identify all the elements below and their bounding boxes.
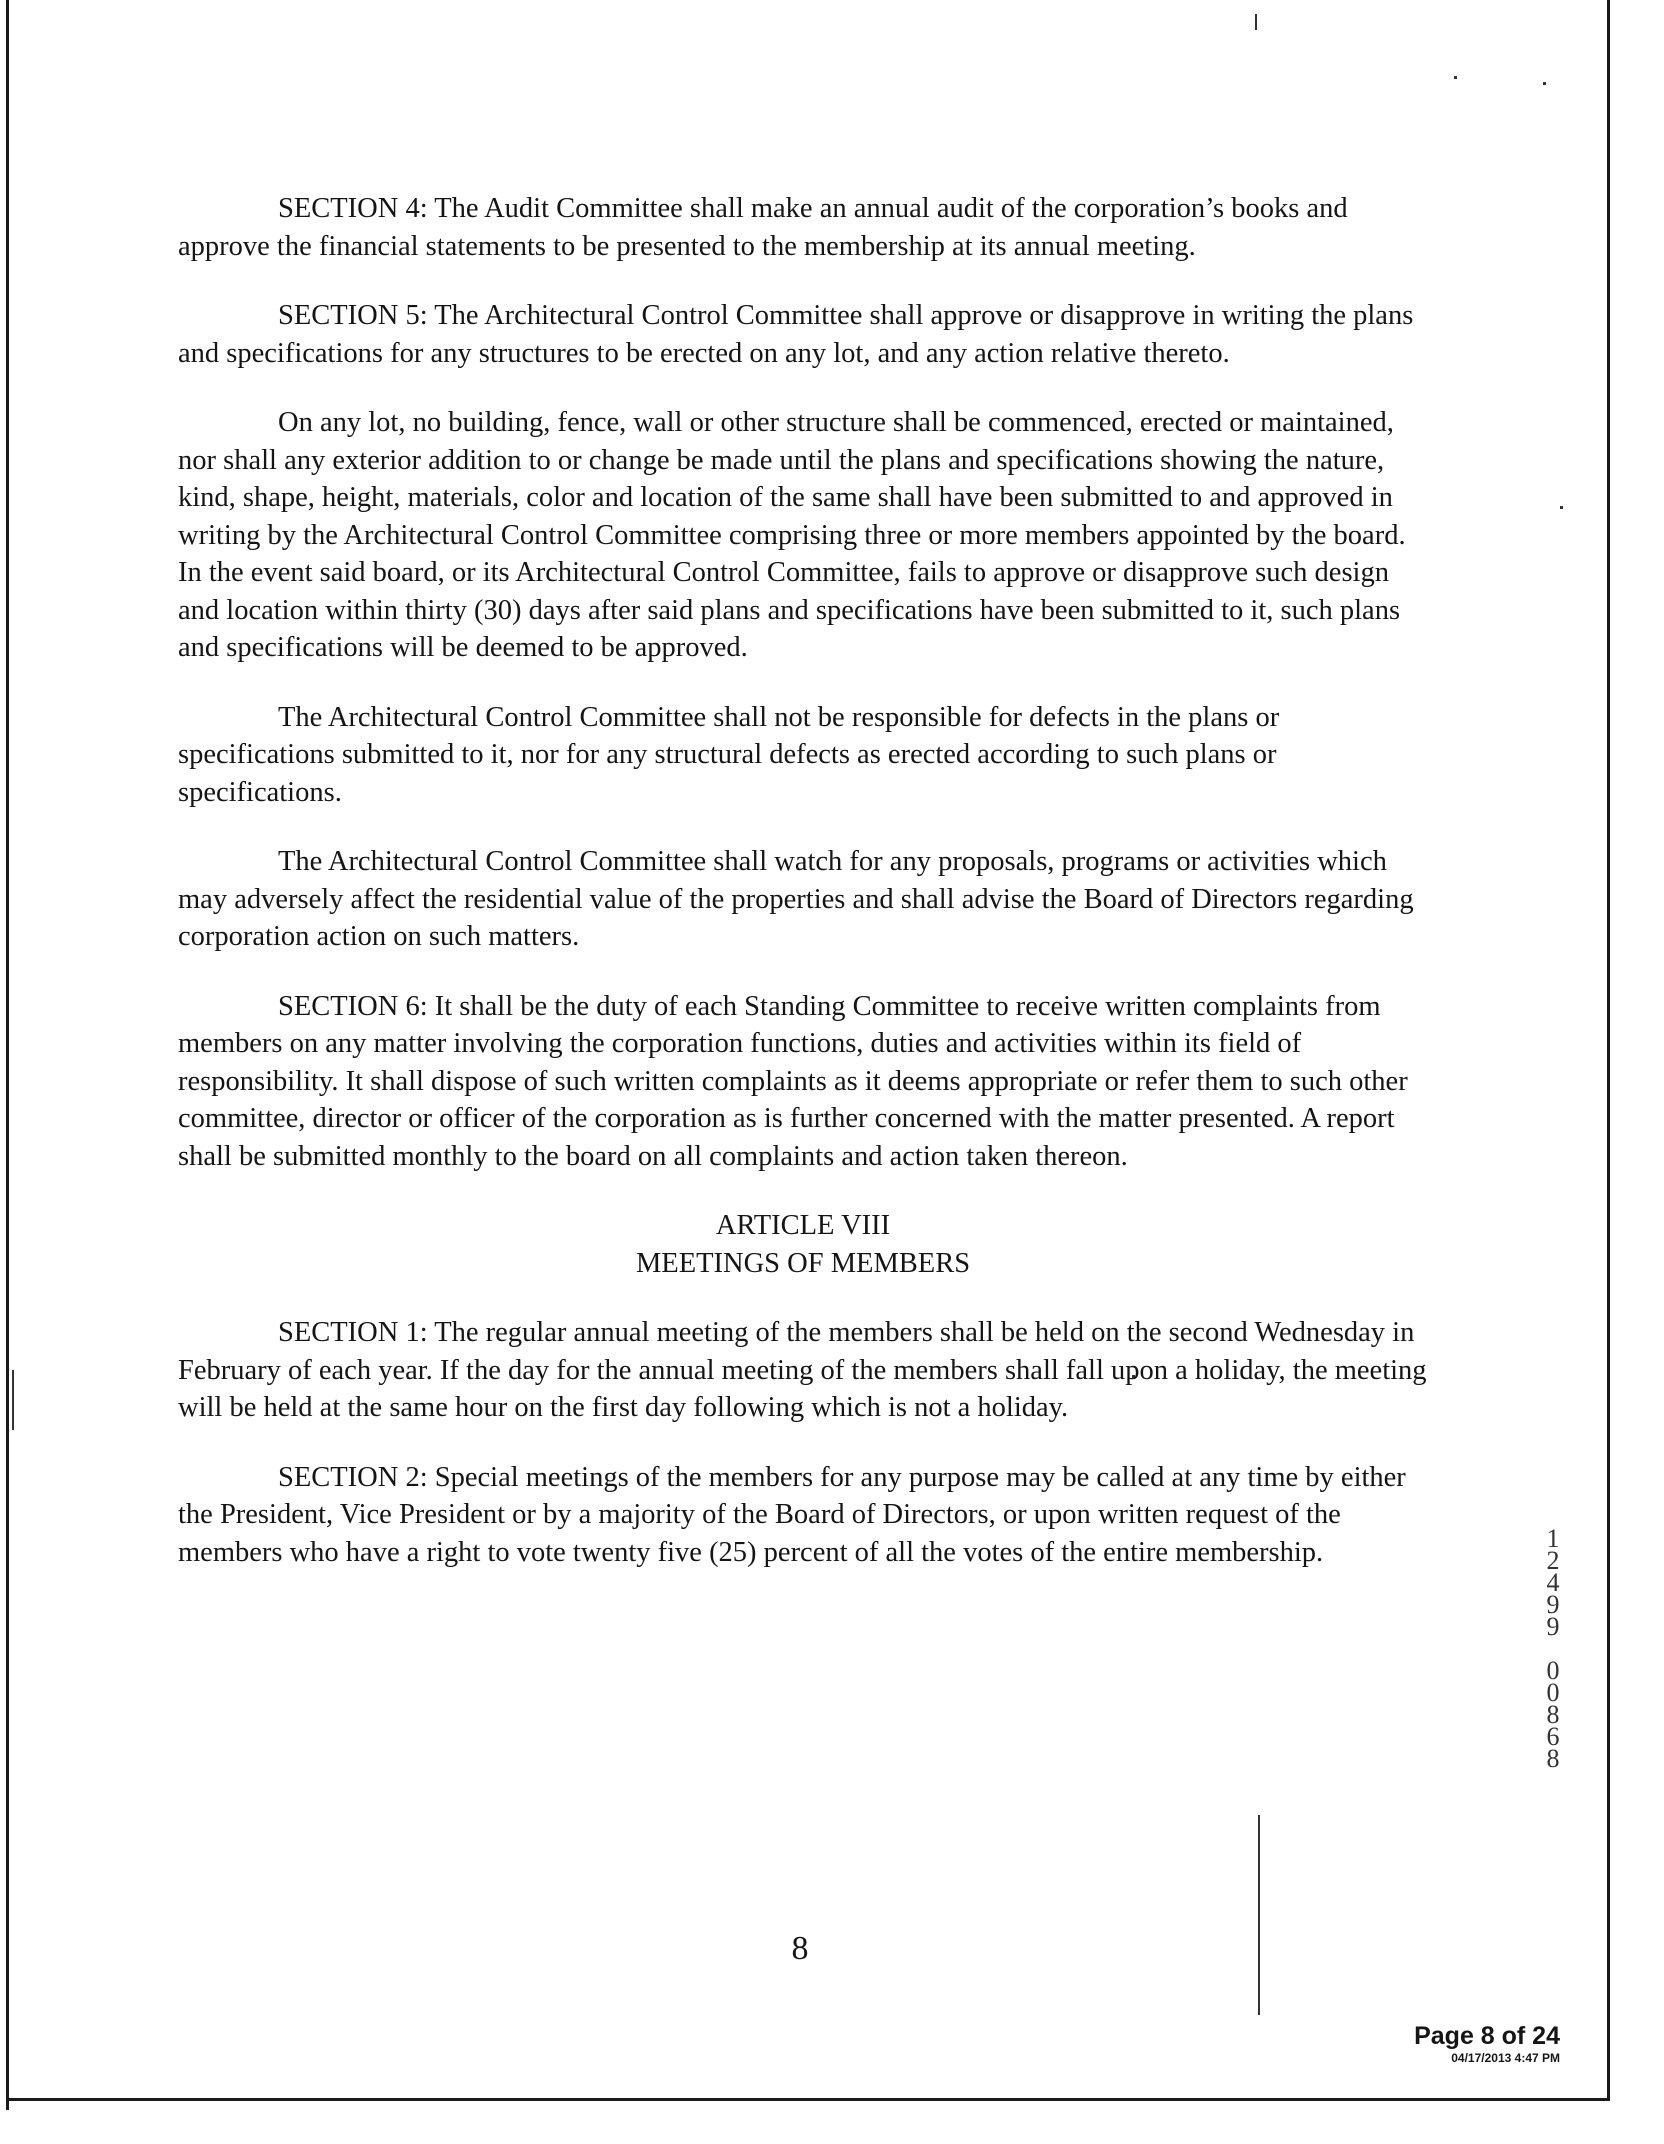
footer-timestamp: 04/17/2013 4:47 PM: [1451, 2051, 1560, 2065]
scan-speck: [1255, 14, 1257, 30]
recording-digit: 9: [1546, 1590, 1560, 1619]
scan-speck: [1258, 1815, 1260, 2015]
section-6-paragraph: SECTION 6: It shall be the duty of each Standing Committee to receive written complaints from members on any matter involving the corporation functions, duties and activities within its field of responsibility. It shall dispose of such written complaints as it deems appropriate or refer them to such other committee, director or officer of the corporation as is further concerned with the matter presented. A report shall be submitted monthly to the board on all complaints and action taken thereon.: [178, 990, 1408, 1172]
recording-digit: 0: [1546, 1656, 1560, 1685]
section-5-paragraph: SECTION 5: The Architectural Control Committee shall approve or disapprove in writing the plans and specifications for any structures to be erected on any lot, and any action relative thereto.: [178, 300, 1414, 369]
recording-number: [1538, 1524, 1568, 1773]
scan-speck: [1454, 76, 1457, 79]
article-section-1-paragraph: SECTION 1: The regular annual meeting of the members shall be held on the second Wednesday in February of each year. If the day for the annual meeting of the members shall fall upon a holiday, the meeting will be held at the same hour on the first day following which is not a holiday.: [178, 1317, 1427, 1423]
recording-digit: 8: [1546, 1744, 1560, 1773]
section-4-paragraph: SECTION 4: The Audit Committee shall make an annual audit of the corporation’s books and approve the financial statements to be presented to the membership at its annual meeting.: [178, 193, 1348, 262]
liability-paragraph: The Architectural Control Committee shall not be responsible for defects in the plans or specifications submitted to it, nor for any structural defects as erected according to such plans or specifications.: [178, 701, 1280, 808]
approval-paragraph: On any lot, no building, fence, wall or other structure shall be commenced, erected or maintained, nor shall any exterior addition to or change be made until the plans and specifications showing the nature, kind, shape, height, materials, color and location of the same shall have been submitted to and approved in writing by the Architectural Control Committee comprising three or more members appointed by the board. In the event said board, or its Architectural Control Committee, fails to approve or disapprove such design and location within thirty (30) days after said plans and specifications have been submitted to it, such plans and specifications will be deemed to be approved.: [178, 407, 1406, 663]
article-section-2-paragraph: SECTION 2: Special meetings of the members for any purpose may be called at any time by either the President, Vice President or by a majority of the Board of Directors, or upon written request of the members who have a right to vote twenty five (25) percent of all the votes of the entire membership.: [178, 1461, 1406, 1568]
scan-edge-right: [1607, 0, 1610, 2100]
recording-digit: 1: [1546, 1524, 1560, 1553]
article-heading: [178, 1207, 1428, 1282]
page-number: 8: [791, 1930, 809, 1967]
article-title: MEETINGS OF MEMBERS: [635, 1247, 971, 1279]
article-number: ARTICLE VIII: [715, 1210, 891, 1241]
scan-edge-bottom: [6, 2098, 1610, 2101]
footer-page-label: Page 8 of 24: [1414, 2022, 1560, 2050]
footer-stamp: [1330, 2022, 1560, 2066]
scan-edge-left: [6, 0, 9, 2110]
recording-digit: 6: [1546, 1722, 1560, 1751]
recording-digit: 9: [1546, 1612, 1560, 1641]
scan-speck: [1560, 506, 1563, 509]
recording-digit: 4: [1546, 1568, 1560, 1597]
document-body: [178, 190, 1428, 1603]
scan-speck: [12, 1370, 14, 1430]
recording-digit: 2: [1546, 1546, 1560, 1575]
watch-paragraph: The Architectural Control Committee shall watch for any proposals, programs or activities which may adversely affect the residential value of the properties and shall advise the Board of Directors regarding corporation action on such matters.: [178, 846, 1414, 952]
scan-speck: [1543, 82, 1546, 85]
recording-digit: 8: [1546, 1700, 1560, 1729]
recording-digit: 0: [1546, 1678, 1560, 1707]
